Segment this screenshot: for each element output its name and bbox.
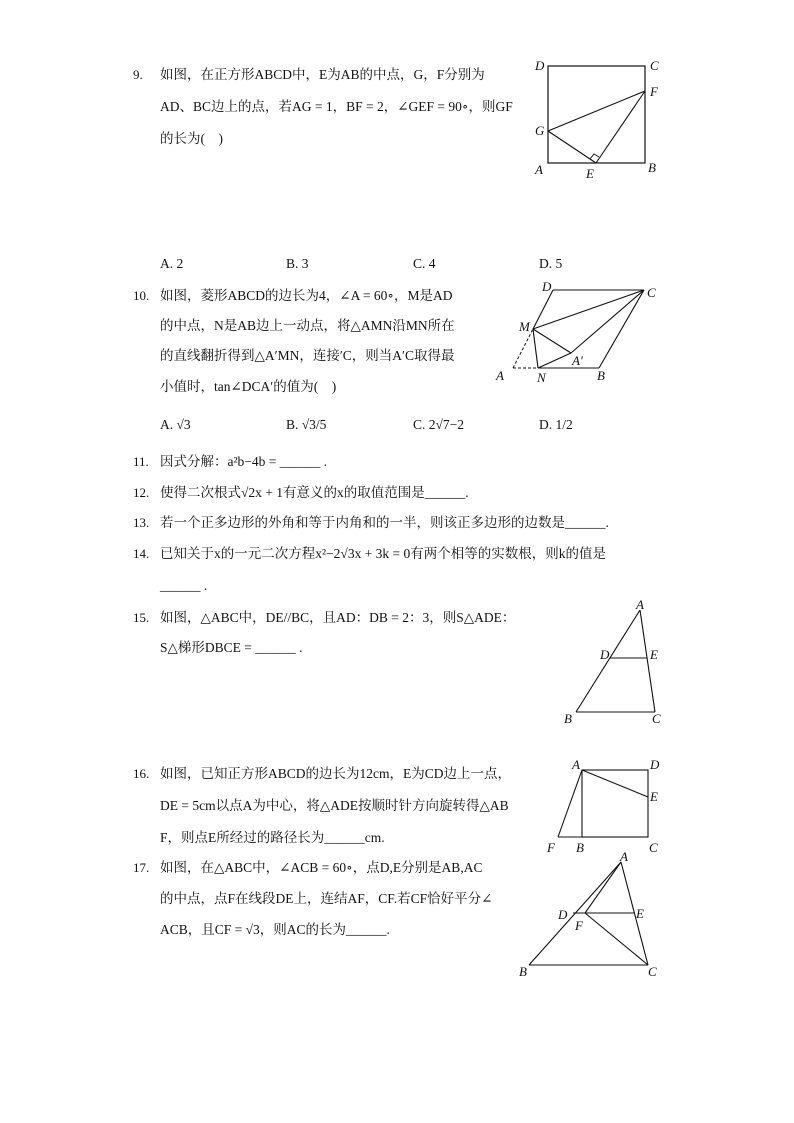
- question-number: 11.: [133, 454, 149, 469]
- label-A: A: [620, 849, 628, 864]
- question-text-line: 的中点，N是AB边上一动点，将△AMN沿MN所在: [160, 318, 455, 333]
- label-B: B: [576, 840, 584, 855]
- option-d[interactable]: D. 1/2: [539, 417, 573, 432]
- option-c[interactable]: C. 2√7−2: [413, 417, 465, 432]
- question-number: 10.: [133, 288, 150, 303]
- question-text-line: 的中点，点F在线段DE上，连结AF，CF.若CF恰好平分∠: [160, 891, 493, 906]
- label-F: F: [547, 840, 555, 855]
- label-B: B: [648, 160, 656, 175]
- triangle-figure: [560, 598, 670, 726]
- question-text-line: ______ .: [160, 578, 208, 593]
- question-number: 17.: [133, 860, 150, 875]
- question-text-line: S△梯形DBCE = ______ .: [160, 640, 303, 655]
- question-text-line: 的长为( ): [160, 131, 223, 146]
- label-A: A: [636, 597, 644, 612]
- square-figure: [530, 56, 670, 182]
- label-M: M: [519, 319, 530, 334]
- question-number: 16.: [133, 766, 150, 781]
- label-A: A: [535, 162, 543, 177]
- label-D: D: [600, 647, 610, 662]
- question-number: 15.: [133, 610, 150, 625]
- label-C: C: [648, 964, 657, 979]
- question-text-line: DE = 5cm以点A为中心，将△ADE按顺时针方向旋转得△AB: [160, 798, 509, 813]
- question-number: 12.: [133, 485, 150, 500]
- label-B: B: [564, 711, 572, 726]
- label-D: D: [650, 757, 660, 772]
- label-B: B: [597, 368, 605, 383]
- label-A: A: [572, 757, 580, 772]
- rotated-square-figure: [540, 755, 670, 855]
- label-F: F: [650, 84, 658, 99]
- question-text-line: 如图，已知正方形ABCD的边长为12cm，E为CD边上一点，: [160, 766, 511, 781]
- triangle-midpoint-figure: [515, 850, 665, 978]
- label-E: E: [650, 647, 658, 662]
- question-number: 14.: [133, 546, 150, 561]
- label-B: B: [519, 964, 527, 979]
- label-E: E: [636, 906, 644, 921]
- question-text-line: 已知关于x的一元二次方程x²−2√3x + 3k = 0有两个相等的实数根，则k的值是: [160, 546, 607, 561]
- question-number: 13.: [133, 515, 150, 530]
- option-c[interactable]: C. 4: [413, 256, 436, 271]
- label-C: C: [652, 711, 661, 726]
- question-text-line: 的直线翻折得到△A′MN，连接′C，则当A′C取得最: [160, 348, 455, 363]
- label-D: D: [558, 907, 568, 922]
- option-b[interactable]: B. 3: [286, 256, 309, 271]
- label-D: D: [542, 279, 552, 294]
- question-text: 因式分解：a²b−4b = ______ .: [160, 454, 328, 469]
- question-text: 若一个正多边形的外角和等于内角和的一半，则该正多边形的边数是______.: [160, 515, 609, 530]
- label-E: E: [586, 166, 594, 181]
- option-a[interactable]: A. 2: [160, 256, 184, 271]
- question-text-line: 如图，菱形ABCD的边长为4，∠A = 60∘，M是AD: [160, 288, 453, 303]
- question-text-line: 小值时，tan∠DCA′的值为( ): [160, 379, 337, 394]
- question-text-line: 如图，在△ABC中，∠ACB = 60∘，点D,E分别是AB,AC: [160, 860, 483, 875]
- option-a[interactable]: A. √3: [160, 417, 191, 432]
- question-text-line: 如图，在正方形ABCD中，E为AB的中点，G，F分别为: [160, 67, 485, 82]
- label-C: C: [647, 285, 656, 300]
- label-E: E: [650, 789, 658, 804]
- question-text-line: F，则点E所经过的路径长为______cm.: [160, 830, 385, 845]
- question-text: 使得二次根式√2x + 1有意义的x的取值范围是______.: [160, 485, 469, 500]
- label-G: G: [535, 123, 545, 138]
- question-number: 9.: [133, 67, 143, 82]
- rhombus-figure: [496, 280, 666, 384]
- question-text-line: ACB，且CF = √3，则AC的长为______.: [160, 922, 390, 937]
- label-C: C: [650, 58, 659, 73]
- label-D: D: [535, 58, 545, 73]
- label-C: C: [649, 840, 658, 855]
- label-A-prime: A′: [572, 353, 583, 368]
- label-N: N: [537, 370, 546, 385]
- question-text-line: 如图，△ABC中，DE//BC，且AD：DB = 2：3，则S△ADE：: [160, 610, 516, 625]
- label-F: F: [575, 918, 583, 933]
- option-b[interactable]: B. √3/5: [286, 417, 327, 432]
- label-A: A: [496, 368, 504, 383]
- option-d[interactable]: D. 5: [539, 256, 563, 271]
- question-text-line: AD、BC边上的点，若AG = 1，BF = 2，∠GEF = 90∘，则GF: [160, 99, 513, 114]
